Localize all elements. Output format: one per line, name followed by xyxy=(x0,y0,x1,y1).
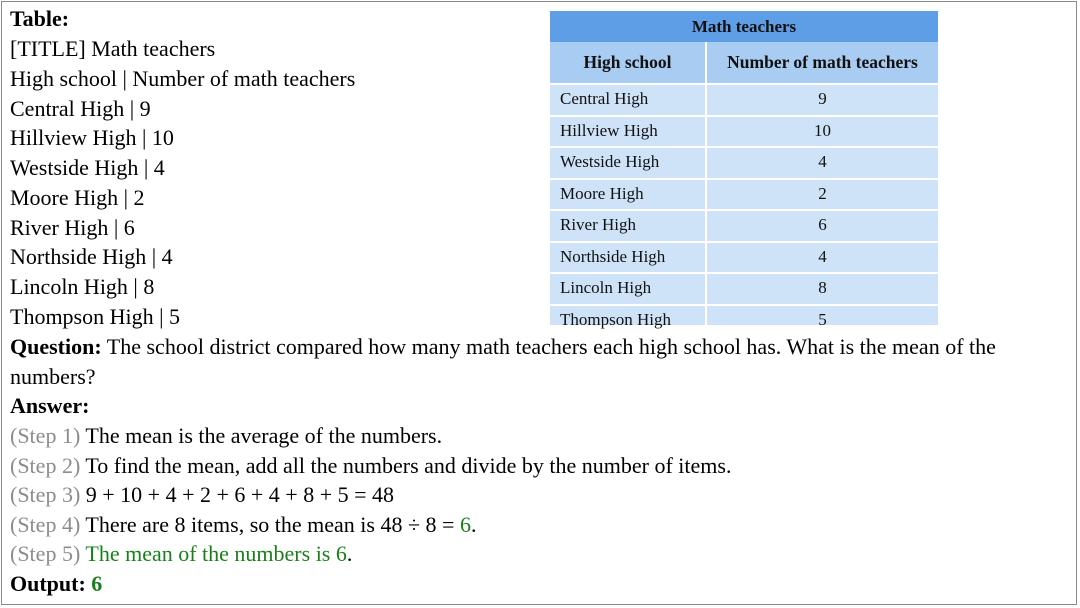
table-cell-count: 2 xyxy=(818,184,827,203)
output-line xyxy=(10,569,102,599)
table-cell-school: Westside High xyxy=(560,152,660,171)
math-teachers-table xyxy=(550,11,938,329)
answer-step xyxy=(10,510,476,540)
table-cell-school: Central High xyxy=(560,89,649,108)
text-row: Northside High | 4 xyxy=(10,244,173,269)
answer-label: Answer: xyxy=(10,393,90,418)
column-header-count: Number of math teachers xyxy=(707,42,938,83)
table-cell-school: River High xyxy=(560,215,637,234)
table-label: Table: xyxy=(10,6,70,31)
row-divider xyxy=(550,83,938,85)
row-divider xyxy=(550,209,938,211)
step-text: The mean is the average of the numbers. xyxy=(85,423,443,448)
table-cell-count: 4 xyxy=(818,247,827,266)
table-cell-count: 9 xyxy=(818,89,827,108)
step-tail: . xyxy=(470,512,477,537)
step-label: (Step 3) xyxy=(10,482,81,507)
text-row: Westside High | 4 xyxy=(10,155,165,180)
row-divider xyxy=(550,178,938,180)
row-divider xyxy=(550,241,938,243)
output-label: Output: xyxy=(10,571,86,596)
table-cell-school: Hillview High xyxy=(560,121,658,140)
step-tail: . xyxy=(346,541,353,566)
text-row: Thompson High | 5 xyxy=(10,304,181,329)
step-label: (Step 4) xyxy=(10,512,81,537)
question-block xyxy=(10,332,1070,391)
row-divider xyxy=(550,272,938,274)
question-text: The school district compared how many math teachers each high school has. What is the mean of the numbers? xyxy=(10,334,996,389)
step-label: (Step 5) xyxy=(10,541,81,566)
answer-step xyxy=(10,539,352,569)
table-cell-school: Thompson High xyxy=(560,310,671,329)
text-row: Central High | 9 xyxy=(10,96,151,121)
table-cell-count: 10 xyxy=(814,121,831,140)
output-value: 6 xyxy=(91,571,103,596)
table-title: Math teachers xyxy=(550,11,938,42)
column-header-school: High school xyxy=(550,42,705,83)
text-row: Moore High | 2 xyxy=(10,185,145,210)
table-cell-count: 6 xyxy=(818,215,827,234)
row-divider xyxy=(550,146,938,148)
step-label: (Step 1) xyxy=(10,423,81,448)
table-cell-school: Lincoln High xyxy=(560,278,652,297)
table-cell-school: Moore High xyxy=(560,184,644,203)
table-cell-count: 8 xyxy=(818,278,827,297)
title-line: [TITLE] Math teachers xyxy=(10,36,216,61)
table-cell-count: 4 xyxy=(818,152,827,171)
answer-step xyxy=(10,451,731,481)
text-row: Lincoln High | 8 xyxy=(10,274,155,299)
step-text: 9 + 10 + 4 + 2 + 6 + 4 + 8 + 5 = 48 xyxy=(85,482,395,507)
table-cell-count: 5 xyxy=(818,310,827,329)
step-text: To find the mean, add all the numbers and divide by the number of items. xyxy=(85,453,732,478)
table-cell-school: Northside High xyxy=(560,247,666,266)
step-text: The mean of the numbers is 6 xyxy=(85,541,347,566)
answer-step xyxy=(10,421,442,451)
row-divider xyxy=(550,304,938,306)
text-row: River High | 6 xyxy=(10,215,135,240)
header-line: High school | Number of math teachers xyxy=(10,66,356,91)
row-divider xyxy=(550,115,938,117)
question-label: Question: xyxy=(10,334,102,359)
answer-step xyxy=(10,480,394,510)
text-row: Hillview High | 10 xyxy=(10,125,174,150)
step-label: (Step 2) xyxy=(10,453,81,478)
step-result: 6 xyxy=(459,512,471,537)
step-text: There are 8 items, so the mean is 48 ÷ 8 = xyxy=(85,512,460,537)
